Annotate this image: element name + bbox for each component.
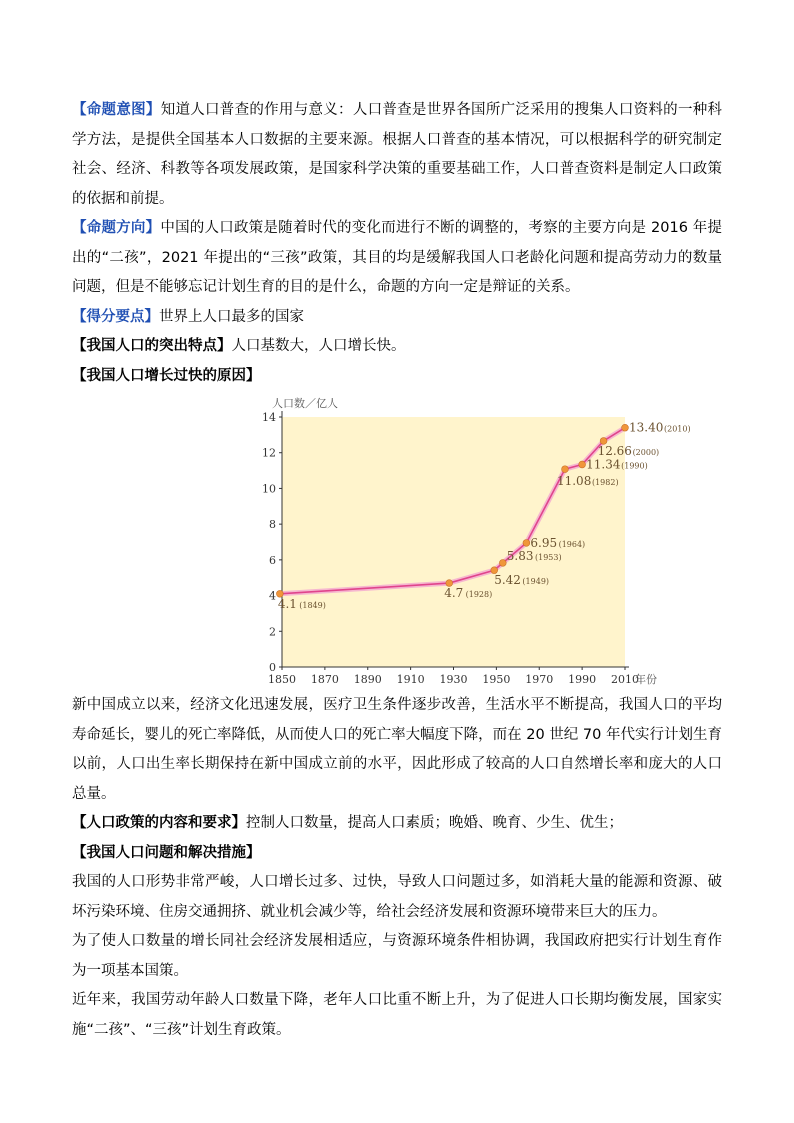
paragraph-reasons-text: 新中国成立以来，经济文化迅速发展，医疗卫生条件逐步改善，生活水平不断提高，我国人口的平均寿命延长，婴儿的死亡率降低，从而使人口的死亡率大幅度下降，而在 20 世纪 70 年代实行计划生育以前，人口出生率长期保持在新中国成立前的水平，因此形成了较高的人口自然增长率和庞大的人口总量。 bbox=[72, 697, 722, 802]
data-label-year: (1953) bbox=[535, 552, 562, 562]
text-features: 人口基数大，人口增长快。 bbox=[231, 338, 406, 354]
data-label-value: 4.1 bbox=[277, 596, 297, 611]
x-tick-label: 1950 bbox=[482, 673, 511, 686]
data-point bbox=[523, 539, 530, 546]
data-label-year: (1849) bbox=[299, 600, 326, 610]
data-label-year: (1990) bbox=[621, 461, 648, 471]
data-label-value: 11.34 bbox=[586, 457, 621, 472]
text-direction: 中国的人口政策是随着时代的变化而进行不断的调整的，考察的主要方向是 2016 年提出的“二孩”，2021 年提出的“三孩”政策，其目的均是缓解我国人口老龄化问题和提高劳动力的数量问题，但是不能够忘记计划生育的目的是什么，命题的方向一定是辩证的关系。 bbox=[72, 220, 722, 295]
x-tick-label: 1870 bbox=[310, 673, 339, 686]
data-label-value: 5.42 bbox=[494, 573, 521, 588]
x-tick-label: 1990 bbox=[568, 673, 597, 686]
data-label-year: (2010) bbox=[664, 424, 691, 434]
paragraph-problems-heading bbox=[72, 839, 722, 869]
tag-intent: 【命题意图】 bbox=[72, 102, 161, 118]
y-tick-label: 14 bbox=[262, 411, 276, 424]
data-label-value: 12.66 bbox=[597, 443, 632, 458]
data-label-value: 13.40 bbox=[629, 420, 664, 435]
x-tick-label: 1910 bbox=[396, 673, 425, 686]
x-tick-label: 2010 bbox=[611, 673, 639, 686]
paragraph-intent bbox=[72, 96, 722, 214]
y-tick-label: 8 bbox=[269, 518, 276, 532]
data-point bbox=[562, 466, 569, 473]
x-tick-label: 1890 bbox=[353, 673, 382, 686]
population-chart bbox=[200, 394, 691, 689]
paragraph-reasons-heading bbox=[72, 362, 722, 392]
data-point bbox=[622, 424, 629, 431]
data-label-value: 4.7 bbox=[444, 586, 464, 601]
y-tick-label: 6 bbox=[269, 553, 276, 567]
y-tick-label: 2 bbox=[269, 625, 276, 639]
x-tick-label: 1930 bbox=[439, 673, 468, 686]
document-page bbox=[72, 96, 722, 1045]
text-intent: 知道人口普查的作用与意义：人口普查是世界各国所广泛采用的搜集人口资料的一种科学方法，是提供全国基本人口数据的主要来源。根据人口普查的基本情况，可以根据科学的研究制定社会、经济、科教等各项发展政策，是国家科学决策的重要基础工作，人口普查资料是制定人口政策的依据和前提。 bbox=[72, 102, 723, 207]
data-point bbox=[579, 461, 586, 468]
tag-policy: 【人口政策的内容和要求】 bbox=[72, 815, 246, 831]
paragraph-problems-text: 我国的人口形势非常严峻，人口增长过多、过快，导致人口问题过多，如消耗大量的能源和资源、破坏污染环境、住房交通拥挤、就业机会减少等，给社会经济发展和资源环境带来巨大的压力。 bbox=[72, 874, 722, 920]
tag-reasons: 【我国人口增长过快的原因】 bbox=[72, 367, 261, 384]
data-label-value: 11.08 bbox=[556, 474, 592, 489]
population-chart-svg bbox=[200, 394, 691, 689]
x-axis-label: 年份 bbox=[635, 673, 657, 686]
data-label-year: (1928) bbox=[465, 590, 493, 600]
x-tick-label: 1850 bbox=[268, 673, 296, 686]
x-tick-label: 1970 bbox=[525, 673, 554, 686]
data-label-value: 5.83 bbox=[506, 548, 534, 563]
data-label-value: 6.95 bbox=[530, 535, 558, 550]
tag-features: 【我国人口的突出特点】 bbox=[72, 338, 232, 354]
y-tick-label: 4 bbox=[269, 589, 276, 603]
y-axis-label: 人口数／亿人 bbox=[272, 397, 338, 410]
data-label-year: (2000) bbox=[632, 447, 660, 457]
tag-direction: 【命题方向】 bbox=[72, 220, 161, 236]
tag-problems: 【我国人口问题和解决措施】 bbox=[72, 844, 261, 861]
text-policy: 控制人口数量，提高人口素质；晚婚、晚育、少生、优生； bbox=[246, 815, 623, 831]
paragraph-direction bbox=[72, 214, 722, 303]
y-tick-label: 12 bbox=[262, 446, 276, 460]
data-label-year: (1949) bbox=[522, 577, 550, 587]
y-tick-label: 10 bbox=[262, 482, 276, 496]
paragraph-recent-policy: 近年来，我国劳动年龄人口数量下降，老年人口比重不断上升，为了促进人口长期均衡发展，国家实施“二孩”、“三孩”计划生育政策。 bbox=[72, 992, 722, 1038]
tag-key-points: 【得分要点】 bbox=[72, 308, 159, 325]
data-point bbox=[499, 559, 506, 566]
data-label-year: (1982) bbox=[591, 478, 619, 488]
y-tick-label: 0 bbox=[269, 661, 276, 674]
text-key-points: 世界上人口最多的国家 bbox=[159, 308, 304, 325]
data-label-year: (1964) bbox=[558, 539, 586, 549]
paragraph-basic-policy: 为了使人口数量的增长同社会经济发展相适应，与资源环境条件相协调，我国政府把实行计划生育作为一项基本国策。 bbox=[72, 933, 722, 979]
paragraph-key-points bbox=[72, 303, 722, 333]
paragraph-policy bbox=[72, 809, 722, 839]
paragraph-features bbox=[72, 332, 722, 362]
